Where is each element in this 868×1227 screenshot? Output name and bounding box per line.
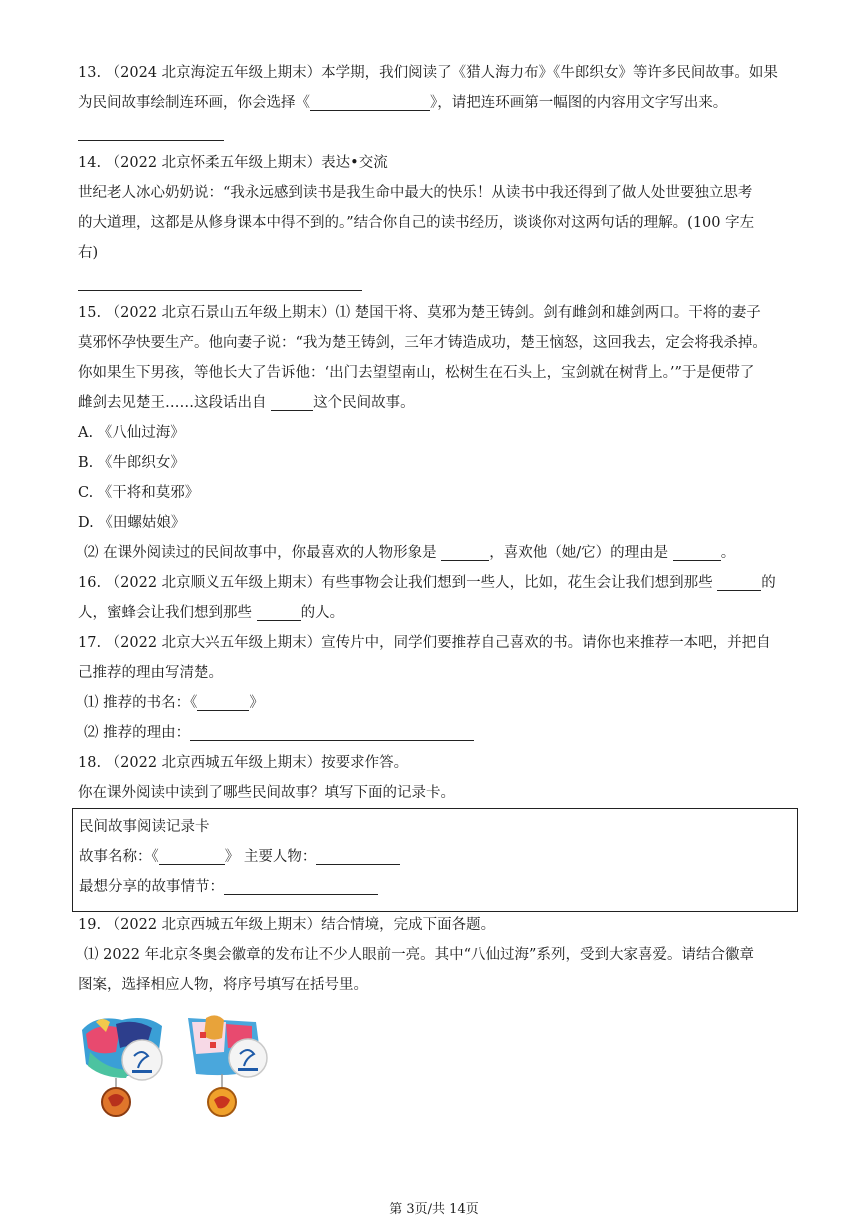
card-name-label: 故事名称：《 (79, 849, 159, 865)
card-plot-label: 最想分享的故事情节： (79, 879, 224, 895)
q17-sub1-text-b: 》 (249, 695, 264, 711)
q15-text-b: 这个民间故事。 (313, 395, 415, 411)
document-page (78, 58, 793, 808)
badges-svg (76, 1012, 286, 1122)
q16-text-b: 的 (761, 575, 776, 591)
card-plot-row (73, 872, 797, 902)
q15-option-d[interactable]: D. 《田螺姑娘》 (78, 515, 186, 531)
character-blank[interactable] (316, 846, 400, 865)
q14-line2: 的大道理，这都是从修身课本中得不到的。”结合你自己的读书经历，谈谈你对这两句话的理解。(100 字左 (78, 215, 755, 231)
q13-text-a: 为民间故事绘制连环画，你会选择《 (78, 95, 310, 111)
q15-story-blank[interactable] (271, 392, 313, 411)
q15-option-a[interactable]: A. 《八仙过海》 (78, 425, 185, 441)
q15-option-c[interactable]: C. 《干将和莫邪》 (78, 485, 200, 501)
q15-line4 (78, 388, 793, 418)
q13-line2 (78, 88, 793, 118)
q13-book-blank[interactable] (310, 92, 430, 111)
q19-block (78, 910, 793, 1000)
page-footer: 第 3页/共 14页 (389, 1202, 479, 1217)
q14-head: 14. （2022 北京怀柔五年级上期末）表达•交流 (78, 155, 388, 171)
q17-line2: 己推荐的理由写清楚。 (78, 665, 223, 681)
q19-line1: 19. （2022 北京西城五年级上期末）结合情境，完成下面各题。 (78, 917, 496, 933)
badge-2 (188, 1015, 267, 1116)
q15-text-a: 雌剑去见楚王……这段话出自 (78, 395, 272, 411)
q19-line3: 图案，选择相应人物，将序号填写在括号里。 (78, 977, 368, 993)
q16-line2 (78, 598, 793, 628)
q17-sub1 (78, 688, 793, 718)
card-title: 民间故事阅读记录卡 (79, 819, 210, 835)
q17-reason-blank[interactable] (190, 722, 474, 741)
q15-line3: 你如果生下男孩，等他长大了告诉他：‘出门去望望南山，松树生在石头上，宝剑就在树背上。’”于是便带了 (78, 365, 755, 381)
card-character-label: 》 主要人物： (224, 849, 317, 865)
q13-answer-line[interactable] (78, 118, 793, 148)
q16-blank-2[interactable] (257, 602, 301, 621)
q15-reason-blank[interactable] (673, 542, 721, 561)
q16-text-a: 16. （2022 北京顺义五年级上期末）有些事物会让我们想到一些人，比如，花生会让我们想到那些 (78, 575, 718, 591)
q14-line3: 右) (78, 245, 99, 261)
q13-text-b: 》，请把连环画第一幅图的内容用文字写出来。 (430, 95, 728, 111)
winter-olympics-badges-image (76, 1012, 286, 1122)
q16-blank-1[interactable] (717, 572, 761, 591)
story-name-blank[interactable] (159, 846, 225, 865)
q15-option-b[interactable]: B. 《牛郎织女》 (78, 455, 185, 471)
badge-1 (82, 1018, 162, 1116)
q17-sub2 (78, 718, 793, 748)
q14-line1: 世纪老人冰心奶奶说：“我永远感到读书是我生命中最大的快乐！从读书中我还得到了做人处世要独立思考 (78, 185, 753, 201)
q14-answer-line[interactable] (78, 268, 793, 298)
q18-line1: 18. （2022 北京西城五年级上期末）按要求作答。 (78, 755, 409, 771)
q15-sub2-text-b: ，喜欢他（她/它）的理由是 (489, 545, 673, 561)
plot-blank[interactable] (224, 876, 378, 895)
q16-line1 (78, 568, 793, 598)
q15-line1: 15. （2022 北京石景山五年级上期末）⑴ 楚国干将、莫邪为楚王铸剑。剑有雌剑和雄剑两口。干将的妻子 (78, 305, 761, 321)
q18-line2: 你在课外阅读中读到了哪些民间故事？填写下面的记录卡。 (78, 785, 455, 801)
q17-line1: 17. （2022 北京大兴五年级上期末）宣传片中，同学们要推荐自己喜欢的书。请你也来推荐一本吧，并把自 (78, 635, 771, 651)
record-card (72, 808, 798, 912)
card-name-row (73, 842, 797, 872)
q15-sub2-text-c: 。 (720, 545, 736, 561)
q17-sub1-text-a: ⑴ 推荐的书名：《 (84, 695, 198, 711)
q16-text-d: 的人。 (300, 605, 345, 621)
q16-text-c: 人，蜜蜂会让我们想到那些 (78, 605, 257, 621)
q17-sub2-text: ⑵ 推荐的理由： (84, 725, 191, 741)
q19-line2: ⑴ 2022 年北京冬奥会徽章的发布让不少人眼前一亮。其中“八仙过海”系列，受到大家喜爱。请结合徽章 (84, 947, 754, 963)
q15-sub2-text-a: ⑵ 在课外阅读过的民间故事中，你最喜欢的人物形象是 (84, 545, 442, 561)
q13-line1: 13. （2024 北京海淀五年级上期末）本学期，我们阅读了《猎人海力布》《牛郎织女》等许多民间故事。如果 (78, 65, 778, 81)
q17-book-blank[interactable] (197, 692, 249, 711)
q15-line2: 莫邪怀孕快要生产。他向妻子说：“我为楚王铸剑，三年才铸造成功，楚王恼怒，这回我去，定会将我杀掉。 (78, 335, 767, 351)
q15-sub2 (78, 538, 793, 568)
q15-character-blank[interactable] (441, 542, 489, 561)
